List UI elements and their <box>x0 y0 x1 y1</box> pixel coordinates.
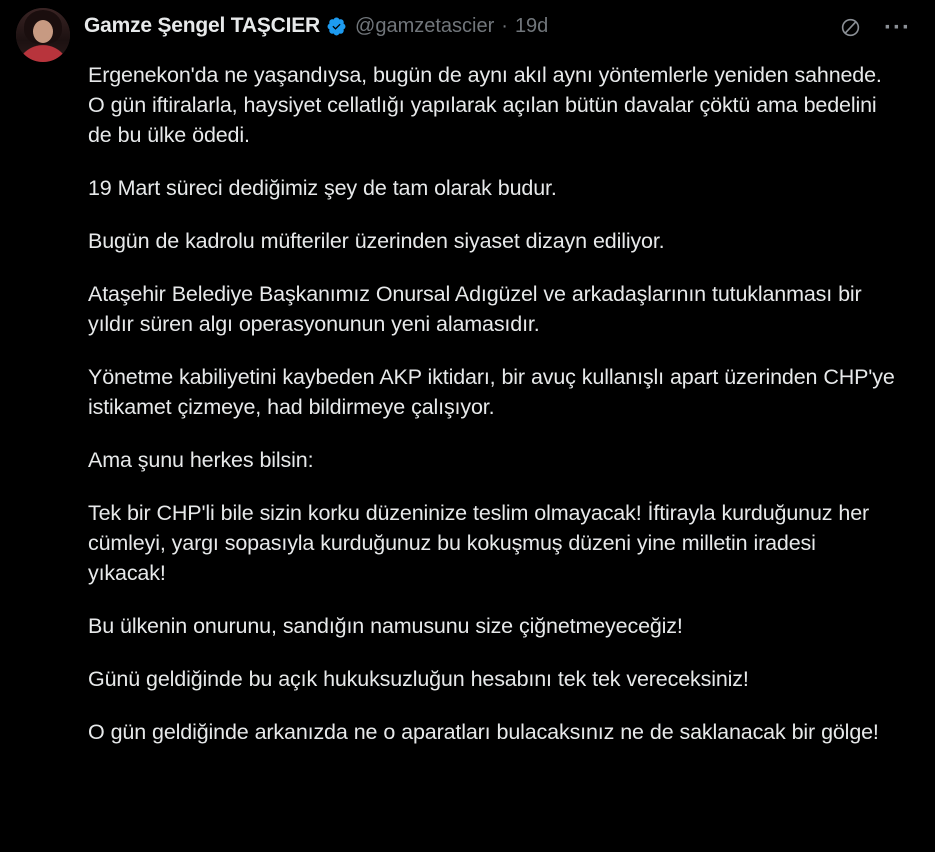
tweet-paragraph: O gün geldiğinde arkanızda ne o aparatları bulacaksınız ne de saklanacak bir gölge! <box>88 720 879 744</box>
verified-badge-icon <box>326 16 347 37</box>
tweet-timestamp[interactable]: 19d <box>514 14 549 37</box>
tweet-text-body <box>0 50 935 747</box>
tweet-paragraph: 19 Mart süreci dediğimiz şey de tam olarak budur. <box>88 176 557 200</box>
tweet-header-actions <box>839 10 917 39</box>
tweet-paragraph: Ergenekon'da ne yaşandıysa, bugün de aynı akıl aynı yöntemlerle yeniden sahnede. O gün iftiralarla, haysiyet cellatlığı yapılarak açılan bütün davalar çöktü ama bedelini de bu ülke ödedi. <box>88 63 882 147</box>
more-options-button[interactable]: ··· <box>884 13 911 41</box>
tweet-paragraph: Ataşehir Belediye Başkanımız Onursal Adıgüzel ve arkadaşlarının tutuklanması bir yıldır süren algı operasyonunun yeni alamasıdır. <box>88 282 862 336</box>
author-info <box>84 10 548 38</box>
tweet-header <box>0 6 935 50</box>
tweet-paragraph: Günü geldiğinde bu açık hukuksuzluğun hesabını tek tek vereceksiniz! <box>88 667 749 691</box>
tweet-paragraph: Bu ülkenin onurunu, sandığın namusunu size çiğnetmeyeceğiz! <box>88 614 683 638</box>
tweet-paragraph: Bugün de kadrolu müfteriler üzerinden siyaset dizayn ediliyor. <box>88 229 665 253</box>
avatar-face-shape <box>33 20 53 43</box>
tweet-paragraph: Ama şunu herkes bilsin: <box>88 448 314 472</box>
tweet-paragraph: Yönetme kabiliyetini kaybeden AKP iktidarı, bir avuç kullanışlı apart üzerinden CHP'ye istikamet çizmeye, had bildirmeye çalışıyor. <box>88 365 895 419</box>
author-handle[interactable]: @gamzetascier <box>355 14 495 37</box>
author-display-name[interactable]: Gamze Şengel TAŞCIER <box>84 14 321 37</box>
header-separator: · <box>501 14 508 37</box>
avatar[interactable] <box>16 8 70 62</box>
tweet-paragraph: Tek bir CHP'li bile sizin korku düzeninize teslim olmayacak! İftirayla kurduğunuz her cümleyi, yargı sopasıyla kurduğunuz bu kokuşmuş düzeni yine milletin iradesi yıkacak! <box>88 501 870 585</box>
grok-icon[interactable] <box>839 16 862 39</box>
